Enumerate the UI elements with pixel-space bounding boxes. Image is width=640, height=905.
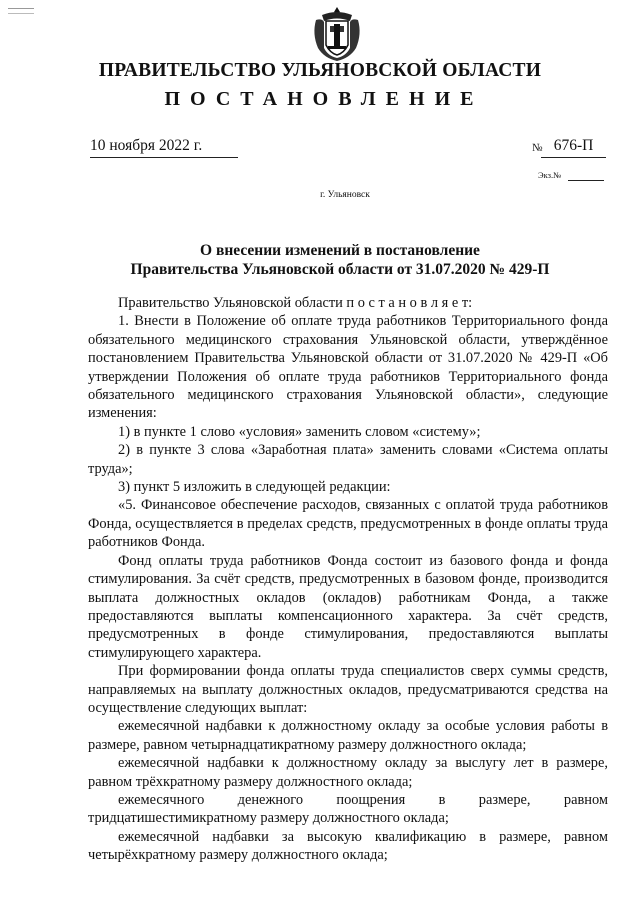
- scan-mark: [8, 13, 34, 14]
- paragraph: ежемесячной надбавки к должностному окладу за выслугу лет в размере, равном трёхкратному размеру должностного оклада;: [88, 755, 608, 790]
- number-sign: №: [532, 142, 543, 154]
- paragraph: «5. Финансовое обеспечение расходов, связанных с оплатой труда работников Фонда, осуществляется в пределах средств, предусмотренных в фонде оплаты труда работников Фонда.: [88, 497, 608, 551]
- paragraph: ежемесячного денежного поощрения в размере, равном тридцатишестимикратному размеру должностного оклада;: [88, 791, 608, 827]
- document-type: ПОСТАНОВЛЕНИЕ: [164, 88, 484, 110]
- scan-mark: [8, 8, 34, 9]
- paragraph: ежемесячной надбавки к должностному окладу за особые условия работы в размере, равном четырнадцатикратному размеру должностного оклада;: [88, 718, 608, 753]
- city: г. Ульяновск: [320, 190, 370, 200]
- paragraph: При формировании фонда оплаты труда специалистов сверх суммы средств, направляемых на выплату должностных окладов, предусматриваются средства на осуществление следующих выплат:: [88, 663, 608, 716]
- paragraph: 2) в пункте 3 слова «Заработная плата» заменить словами «Система оплаты труда»;: [88, 442, 608, 477]
- document-title: [0, 241, 640, 279]
- title-line: Правительства Ульяновской области от 31.07.2020 № 429-П: [130, 261, 550, 278]
- paragraph: Фонд оплаты труда работников Фонда состоит из базового фонда и фонда стимулирования. За счёт средств, предусмотренных в базовом фонде, производится выплата должностных окладов (окладов) работникам Фонда, а также предоставляются выплаты компенсационного характера. За счёт средств, предусмотренных в фонде стимулирования, предоставляются выплаты стимулирующего характера.: [88, 552, 608, 661]
- decree-number: 676-П: [541, 137, 606, 158]
- paragraph: Правительство Ульяновской области п о с т а н о в л я е т:: [118, 295, 473, 311]
- decree-date: 10 ноября 2022 г.: [90, 137, 238, 158]
- government-name: ПРАВИТЕЛЬСТВО УЛЬЯНОВСКОЙ ОБЛАСТИ: [98, 60, 542, 81]
- paragraph: 1. Внести в Положение об оплате труда работников Территориального фонда обязательного медицинского страхования Ульяновской области, утверждённое постановлением Правительства Ульяновской области от 31.07.2020 № 429-П «Об утверждении Положения об оплате труда работников Территориального фонда обязательного медицинского страхования Ульяновской области», следующие изменения:: [88, 313, 608, 422]
- coat-of-arms-icon: [312, 6, 362, 62]
- copy-number-line: [568, 180, 604, 181]
- paragraph: 3) пункт 5 изложить в следующей редакции:: [118, 479, 391, 496]
- copy-number-label: Экз.№: [538, 170, 562, 180]
- document-body: [88, 294, 608, 865]
- paragraph: 1) в пункте 1 слово «условия» заменить словом «систему»;: [118, 423, 481, 440]
- paragraph: ежемесячной надбавки за высокую квалификацию в размере, равном четырёхкратному размеру должностного оклада;: [88, 828, 608, 864]
- title-line: О внесении изменений в постановление: [200, 242, 480, 259]
